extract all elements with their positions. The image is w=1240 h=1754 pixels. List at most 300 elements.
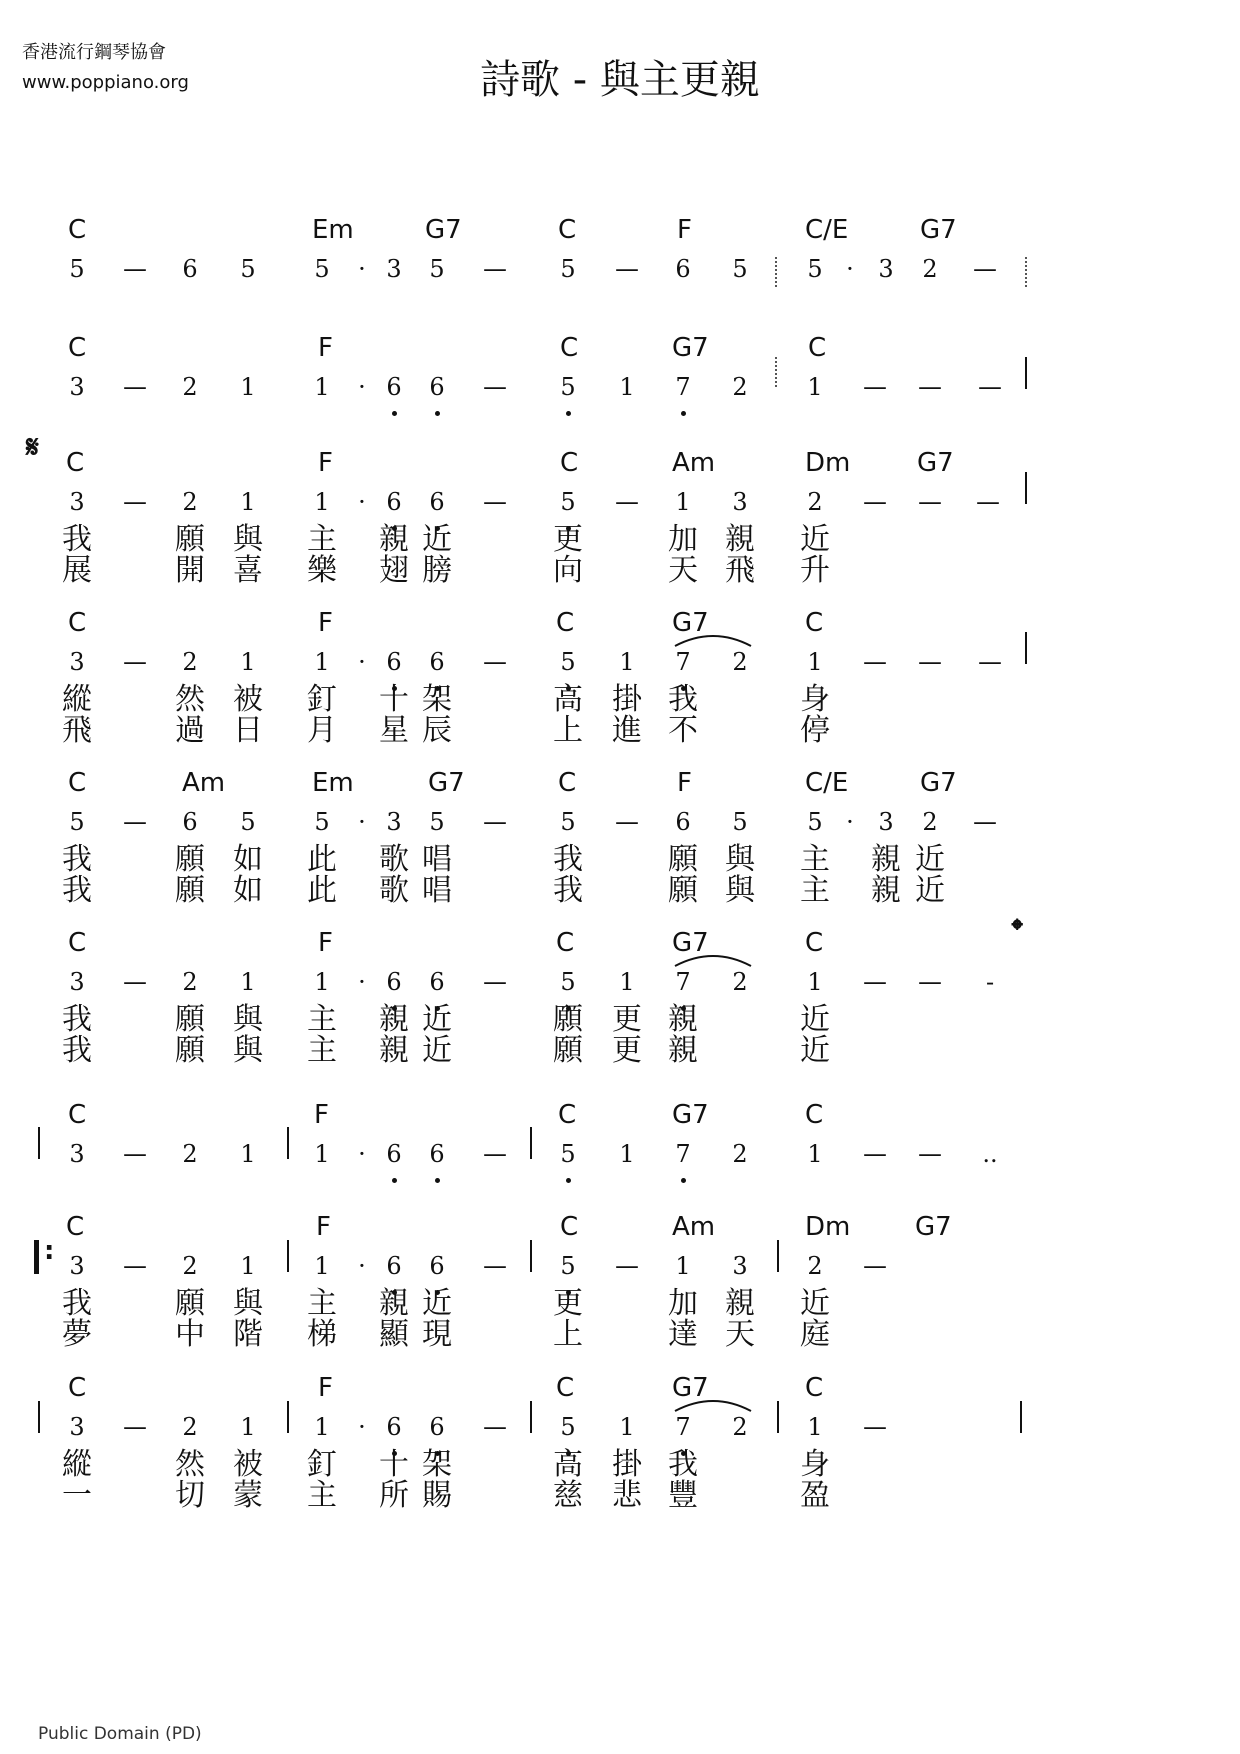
note: · [358,1413,366,1441]
lyric-char: 我 [62,1002,92,1037]
lyric-char: 親 [379,1002,409,1037]
barline [530,1240,532,1272]
low-octave-dot [392,1178,397,1183]
chord-symbol: C [558,768,577,798]
note: 5 [314,808,330,836]
lyric-char: 飛 [725,553,755,588]
lyric-char: 主 [307,1033,337,1068]
lyric-char: 階 [233,1317,263,1352]
note: 1 [314,1413,330,1441]
lyric-char: 顯 [379,1317,409,1352]
chord-symbol: C [556,1373,575,1403]
lyric-char: 高 [553,682,583,717]
note: 1 [807,1413,823,1441]
lyric-char: 更 [553,1286,583,1321]
lyric-char: 上 [553,713,583,748]
lyric-char: 喜 [233,553,263,588]
low-octave-dot [681,411,686,416]
chord-symbol: C [68,333,87,363]
lyric-char: 加 [668,1286,698,1321]
lyric-char: 過 [175,713,205,748]
note: 2 [182,373,198,401]
lyric-char: 日 [233,713,263,748]
note: 7 [675,1413,691,1441]
lyric-char: 我 [62,1033,92,1068]
note: 1 [619,968,635,996]
note: — [483,808,507,836]
note: 2 [182,1252,198,1280]
barline [287,1240,289,1272]
note: .. [982,1140,998,1168]
lyric-char: 親 [871,873,901,908]
chord-symbol: C/E [805,215,849,245]
repeat-dots: : [44,1236,55,1266]
lyric-char: 切 [175,1478,205,1513]
lyric-char: 主 [307,1478,337,1513]
lyric-char: 梯 [307,1317,337,1352]
note: 1 [807,373,823,401]
note: 3 [732,488,748,516]
lyric-char: 願 [668,873,698,908]
note: 1 [619,1413,635,1441]
lyric-char: 身 [800,1447,830,1482]
note: — [123,1140,147,1168]
lyric-char: 親 [668,1033,698,1068]
note: 1 [807,968,823,996]
note: 1 [314,373,330,401]
lyric-char: 更 [553,522,583,557]
lyric-char: 願 [553,1002,583,1037]
note: — [978,648,1002,676]
lyric-char: 縱 [62,1447,92,1482]
note: 6 [386,488,402,516]
note: · [358,373,366,401]
chord-symbol: Em [312,215,354,245]
note: 6 [182,808,198,836]
lyric-char: 親 [725,522,755,557]
lyric-char: 與 [233,1286,263,1321]
note: 5 [314,255,330,283]
lyric-char: 願 [175,1033,205,1068]
note: 1 [240,968,256,996]
note: 5 [240,255,256,283]
lyric-char: 歌 [379,842,409,877]
lyric-char: 如 [233,842,263,877]
lyric-char: 我 [668,1447,698,1482]
publisher-url[interactable]: www.poppiano.org [22,72,189,93]
chord-symbol: C [560,1212,579,1242]
note: · [358,488,366,516]
lyric-char: 親 [668,1002,698,1037]
lyric-char: 中 [175,1317,205,1352]
low-octave-dot [681,1178,686,1183]
low-octave-dot [435,1178,440,1183]
lyric-char: 願 [175,522,205,557]
note: 1 [675,1252,691,1280]
note: 6 [429,1252,445,1280]
note: — [483,373,507,401]
lyric-char: 唱 [422,842,452,877]
note: 6 [675,255,691,283]
low-octave-dot [435,411,440,416]
lyric-char: 近 [915,873,945,908]
note: 1 [314,488,330,516]
chord-symbol: C [560,333,579,363]
chord-symbol: Dm [805,448,851,478]
barline [38,1401,40,1433]
note: — [918,373,942,401]
lyric-char: 歌 [379,873,409,908]
note: 2 [732,1140,748,1168]
chord-symbol: G7 [425,215,462,245]
note: — [123,1252,147,1280]
note: — [863,1413,887,1441]
lyric-char: 釘 [307,682,337,717]
note: — [483,968,507,996]
segno-sign: 𝄋 [26,430,39,465]
note: 6 [429,373,445,401]
lyric-char: 蒙 [233,1478,263,1513]
lyric-char: 與 [233,1002,263,1037]
chord-symbol: Am [672,448,716,478]
note: — [123,373,147,401]
lyric-char: 升 [800,553,830,588]
note: 1 [619,648,635,676]
chord-symbol: F [318,928,333,958]
lyric-char: 親 [871,842,901,877]
note: 6 [386,648,402,676]
chord-symbol: C [68,1100,87,1130]
note: 6 [386,1413,402,1441]
lyric-char: 願 [175,873,205,908]
note: 2 [732,968,748,996]
chord-symbol: C [68,215,87,245]
chord-symbol: C [556,608,575,638]
note: 2 [807,488,823,516]
chord-symbol: F [677,215,692,245]
note: 3 [386,255,402,283]
lyric-char: 親 [725,1286,755,1321]
tie-arc [673,628,753,648]
note: 1 [807,1140,823,1168]
lyric-char: 賜 [422,1478,452,1513]
lyric-char: 我 [668,682,698,717]
chord-symbol: C [556,928,575,958]
chord-symbol: G7 [672,1100,709,1130]
note: 1 [314,968,330,996]
chord-symbol: G7 [920,768,957,798]
chord-symbol: G7 [672,333,709,363]
chord-symbol: F [677,768,692,798]
note: 6 [386,1252,402,1280]
note: 7 [675,968,691,996]
note: 3 [878,808,894,836]
barline [775,357,777,387]
chord-symbol: C [560,448,579,478]
lyric-char: 親 [379,522,409,557]
chord-symbol: C [68,608,87,638]
lyric-char: 天 [725,1317,755,1352]
note: 1 [675,488,691,516]
lyric-char: 現 [422,1317,452,1352]
lyric-char: 盈 [800,1478,830,1513]
lyric-char: 更 [612,1002,642,1037]
note: — [123,1413,147,1441]
lyric-char: 唱 [422,873,452,908]
note: 5 [807,808,823,836]
chord-symbol: F [314,1100,329,1130]
note: 6 [182,255,198,283]
note: — [863,1252,887,1280]
note: 1 [619,1140,635,1168]
note: — [978,373,1002,401]
chord-symbol: G7 [672,1373,709,1403]
note: 2 [732,373,748,401]
lyric-char: 縱 [62,682,92,717]
lyric-char: 進 [612,713,642,748]
page-title: 詩歌 - 與主更親 [480,57,760,103]
note: — [615,255,639,283]
lyric-char: 膀 [422,553,452,588]
note: 1 [314,648,330,676]
note: 5 [560,808,576,836]
note: — [973,808,997,836]
note: 6 [429,648,445,676]
note: — [615,1252,639,1280]
note: — [123,488,147,516]
barline [775,257,777,287]
note: 6 [386,968,402,996]
note: 2 [182,488,198,516]
lyric-char: 身 [800,682,830,717]
lyric-char: 近 [915,842,945,877]
chord-symbol: C [805,928,824,958]
note: 5 [69,808,85,836]
note: — [973,255,997,283]
note: 3 [69,968,85,996]
note: 5 [560,968,576,996]
chord-symbol: C [805,1373,824,1403]
note: 2 [182,648,198,676]
lyric-char: 加 [668,522,698,557]
lyric-char: 星 [379,713,409,748]
note: 5 [732,808,748,836]
note: 2 [922,808,938,836]
note: 5 [560,1413,576,1441]
chord-symbol: C [808,333,827,363]
lyric-char: 我 [62,842,92,877]
lyric-char: 願 [668,842,698,877]
tie-arc [673,948,753,968]
repeat-start-barline [34,1240,39,1274]
note: 7 [675,373,691,401]
low-octave-dot [566,411,571,416]
lyric-char: 親 [379,1286,409,1321]
lyric-char: 我 [62,522,92,557]
lyric-char: 豐 [668,1478,698,1513]
lyric-char: 主 [800,873,830,908]
chord-symbol: G7 [672,608,709,638]
lyric-char: 與 [725,842,755,877]
lyric-char: 與 [233,1033,263,1068]
lyric-char: 達 [668,1317,698,1352]
note: 5 [807,255,823,283]
lyric-char: 一 [62,1478,92,1513]
note: - [985,968,995,996]
note: — [615,488,639,516]
lyric-char: 夢 [62,1317,92,1352]
note: 2 [182,1413,198,1441]
note: — [483,1252,507,1280]
note: 7 [675,648,691,676]
note: 5 [429,255,445,283]
chord-symbol: C [805,608,824,638]
lyric-char: 然 [175,1447,205,1482]
lyric-char: 向 [553,553,583,588]
barline [777,1401,779,1433]
note: — [483,488,507,516]
note: — [863,488,887,516]
note: 5 [240,808,256,836]
lyric-char: 掛 [612,1447,642,1482]
barline [287,1401,289,1433]
lyric-char: 近 [422,1286,452,1321]
lyric-char: 釘 [307,1447,337,1482]
chord-symbol: C [558,1100,577,1130]
note: 5 [560,488,576,516]
note: 5 [560,1252,576,1280]
barline [1025,472,1027,504]
chord-symbol: G7 [672,928,709,958]
note: 5 [429,808,445,836]
lyric-char: 庭 [800,1317,830,1352]
lyric-char: 主 [307,1002,337,1037]
lyric-char: 上 [553,1317,583,1352]
note: 3 [732,1252,748,1280]
note: 5 [560,648,576,676]
note: 1 [619,373,635,401]
note: 3 [69,1140,85,1168]
lyric-char: 飛 [62,713,92,748]
note: — [976,488,1000,516]
barline [287,1127,289,1159]
note: 5 [560,1140,576,1168]
lyric-char: 與 [233,522,263,557]
note: 1 [240,373,256,401]
note: · [358,1140,366,1168]
chord-symbol: C [68,928,87,958]
note: 3 [69,1252,85,1280]
note: 6 [429,1140,445,1168]
coda-sign: 𝄌 [1012,913,1023,948]
note: 1 [314,1140,330,1168]
lyric-char: 我 [62,1286,92,1321]
note: · [846,808,854,836]
lyric-char: 近 [800,1002,830,1037]
lyric-char: 被 [233,1447,263,1482]
chord-symbol: G7 [920,215,957,245]
lyric-char: 我 [553,842,583,877]
lyric-char: 此 [307,873,337,908]
note: 3 [69,1413,85,1441]
note: — [483,1413,507,1441]
lyric-char: 樂 [307,553,337,588]
lyric-char: 主 [800,842,830,877]
note: · [358,808,366,836]
lyric-char: 月 [307,713,337,748]
chord-symbol: C [68,768,87,798]
lyric-char: 架 [422,682,452,717]
note: — [863,373,887,401]
chord-symbol: F [318,448,333,478]
note: · [358,255,366,283]
note: 6 [429,488,445,516]
note: 3 [878,255,894,283]
note: · [846,255,854,283]
note: — [123,808,147,836]
lyric-char: 此 [307,842,337,877]
lyric-char: 近 [422,522,452,557]
chord-symbol: Em [312,768,354,798]
note: 2 [182,968,198,996]
lyric-char: 所 [379,1478,409,1513]
note: 1 [240,1413,256,1441]
note: — [918,648,942,676]
note: 1 [240,1140,256,1168]
barline [1020,1401,1022,1433]
lyric-char: 架 [422,1447,452,1482]
chord-symbol: F [318,608,333,638]
note: — [863,648,887,676]
lyric-char: 被 [233,682,263,717]
note: 5 [560,373,576,401]
chord-symbol: C [66,448,85,478]
note: — [483,255,507,283]
lyric-char: 如 [233,873,263,908]
chord-symbol: Dm [805,1212,851,1242]
note: 6 [429,968,445,996]
chord-symbol: G7 [428,768,465,798]
barline [1025,357,1027,389]
lyric-char: 與 [725,873,755,908]
barline [38,1127,40,1159]
note: 2 [182,1140,198,1168]
note: 2 [922,255,938,283]
note: · [358,648,366,676]
chord-symbol: C/E [805,768,849,798]
lyric-char: 十 [379,682,409,717]
note: 1 [314,1252,330,1280]
low-octave-dot [566,1178,571,1183]
chord-symbol: C [68,1373,87,1403]
note: 6 [386,373,402,401]
low-octave-dot [392,411,397,416]
lyric-char: 主 [307,1286,337,1321]
note: — [123,968,147,996]
note: — [483,648,507,676]
note: · [358,968,366,996]
lyric-char: 願 [175,1002,205,1037]
lyric-char: 願 [175,842,205,877]
barline [777,1240,779,1272]
chord-symbol: F [318,1373,333,1403]
note: 3 [69,373,85,401]
lyric-char: 近 [422,1033,452,1068]
note: 2 [807,1252,823,1280]
lyric-char: 近 [800,522,830,557]
lyric-char: 翅 [379,553,409,588]
lyric-char: 辰 [422,713,452,748]
